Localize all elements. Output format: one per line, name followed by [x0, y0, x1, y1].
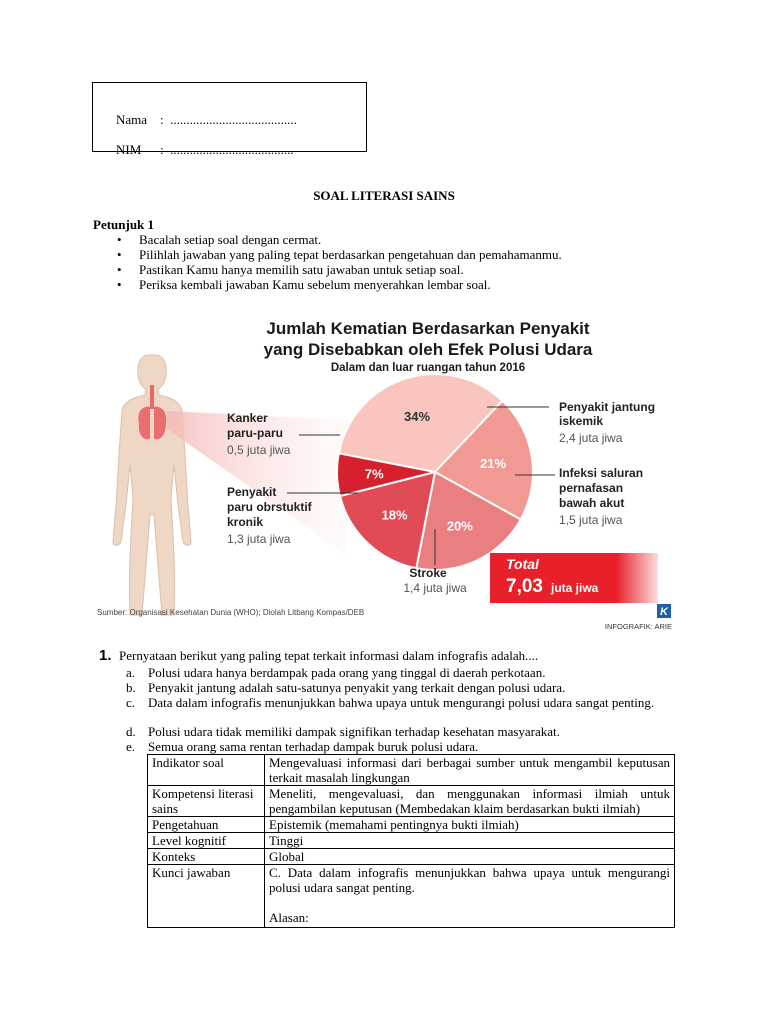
svg-text:0,5 juta jiwa: 0,5 juta jiwa — [227, 443, 291, 457]
row-label: Indikator soal — [148, 755, 265, 786]
row-value: Mengevaluasi informasi dari berbagai sumber untuk mengambil keputusan terkait masalah lingkungan — [265, 755, 675, 786]
infographic-subtitle: Dalam dan luar ruangan tahun 2016 — [330, 362, 526, 374]
nim-blank[interactable]: : ...................................... — [160, 142, 294, 157]
infographic-title-line1: Jumlah Kematian Berdasarkan Penyakit — [266, 319, 590, 338]
table-row — [148, 849, 675, 865]
row-label: Konteks — [148, 849, 265, 865]
row-value: Tinggi — [265, 833, 675, 849]
question-stem — [99, 647, 538, 664]
answer-key-table — [147, 754, 675, 928]
svg-text:paru obrstuktif: paru obrstuktif — [227, 500, 312, 514]
svg-text:Kanker: Kanker — [227, 411, 268, 425]
row-value: Epistemik (memahami pentingnya bukti ilmiah) — [265, 817, 675, 833]
option-b[interactable]: b. Penyakit jantung adalah satu-satunya penyakit yang terkait dengan polusi udara. — [126, 680, 566, 695]
svg-text:bawah akut: bawah akut — [559, 496, 625, 510]
row-value: Meneliti, mengevaluasi, dan menggunakan informasi ilmiah untuk pengambilan keputusan (Membedakan klaim berdasarkan bukti ilmiah) — [265, 786, 675, 817]
pie-pct-label-copd: 18% — [381, 507, 408, 523]
row-label: Level kognitif — [148, 833, 265, 849]
instruction-item: • Pastikan Kamu hanya memilih satu jawaban untuk setiap soal. — [117, 262, 464, 277]
svg-text:Infeksi saluran: Infeksi saluran — [559, 466, 644, 480]
identity-box — [92, 82, 367, 157]
instruction-item: • Pilihlah jawaban yang paling tepat berdasarkan pengetahuan dan pemahamanmu. — [117, 247, 562, 262]
svg-text:Stroke: Stroke — [409, 566, 447, 580]
svg-text:Penyakit: Penyakit — [227, 485, 277, 499]
name-label: Nama — [116, 112, 148, 127]
table-row — [148, 786, 675, 817]
infographic-title-line2: yang Disebabkan oleh Efek Polusi Udara — [263, 340, 593, 359]
question-number: 1. — [99, 647, 112, 664]
option-d[interactable]: d. Polusi udara tidak memiliki dampak signifikan terhadap kesehatan masyarakat. — [126, 724, 560, 739]
option-c[interactable]: c. Data dalam infografis menunjukkan bahwa upaya untuk mengurangi polusi udara sangat penting. — [126, 695, 655, 710]
name-blank[interactable]: : ....................................... — [160, 112, 297, 127]
label-respiratory — [559, 466, 643, 527]
infographic-credit: INFOGRAFIK: ARIE — [604, 622, 672, 631]
row-label: Kompetensi literasi sains — [148, 786, 265, 817]
label-stroke — [403, 566, 467, 595]
instruction-item: • Periksa kembali jawaban Kamu sebelum menyerahkan lembar soal. — [117, 277, 491, 292]
pie-pct-label-ischemic: 34% — [404, 409, 431, 425]
svg-text:Penyakit jantung: Penyakit jantung — [559, 400, 656, 414]
infographic-source: Sumber: Organisasi Kesehatan Dunia (WHO); Diolah Litbang Kompas/DEB — [97, 608, 365, 617]
answer-key-text: C. Data dalam infografis menunjukkan bahwa upaya untuk mengurangi polusi udara sangat penting. — [269, 865, 670, 895]
pie-pct-label-stroke: 20% — [446, 518, 473, 534]
label-ischemic — [559, 400, 655, 445]
infographic — [92, 315, 676, 633]
svg-text:1,3 juta jiwa: 1,3 juta jiwa — [227, 532, 291, 546]
nim-row — [103, 126, 294, 174]
option-e[interactable]: e. Semua orang sama rentan terhadap dampak buruk polusi udara. — [126, 739, 479, 754]
row-label: Kunci jawaban — [148, 865, 265, 928]
instructions-heading: Petunjuk 1 — [93, 217, 155, 232]
row-label: Pengetahuan — [148, 817, 265, 833]
pie-pct-label-cancer: 7% — [364, 466, 384, 482]
table-row — [148, 865, 675, 928]
reason-label: Alasan: — [269, 910, 309, 925]
svg-text:1,5 juta jiwa: 1,5 juta jiwa — [559, 513, 623, 527]
total-unit: juta jiwa — [551, 581, 599, 595]
svg-text:paru-paru: paru-paru — [227, 426, 284, 440]
total-box — [490, 553, 658, 603]
table-row — [148, 755, 675, 786]
option-a[interactable]: a. Polusi udara hanya berdampak pada orang yang tinggal di daerah perkotaan. — [126, 665, 546, 680]
row-value: Global — [265, 849, 675, 865]
svg-text:kronik: kronik — [227, 515, 264, 529]
table-row — [148, 833, 675, 849]
svg-text:1,4 juta jiwa: 1,4 juta jiwa — [403, 581, 467, 595]
svg-text:pernafasan: pernafasan — [559, 481, 624, 495]
svg-text:2,4 juta jiwa: 2,4 juta jiwa — [559, 431, 623, 445]
pie-pct-label-respiratory: 21% — [480, 456, 507, 472]
human-body-illustration — [113, 355, 191, 615]
nim-label: NIM — [116, 142, 142, 157]
page-title: SOAL LITERASI SAINS — [313, 188, 455, 203]
total-value: 7,03 — [506, 576, 543, 597]
question-text: Pernyataan berikut yang paling tepat terkait informasi dalam infografis adalah.... — [119, 648, 539, 663]
table-row — [148, 817, 675, 833]
total-label: Total — [506, 556, 539, 572]
svg-text:iskemik: iskemik — [559, 414, 604, 428]
row-value — [265, 865, 675, 928]
kompas-logo-letter: K — [660, 606, 668, 618]
instruction-item: • Bacalah setiap soal dengan cermat. — [117, 232, 322, 247]
